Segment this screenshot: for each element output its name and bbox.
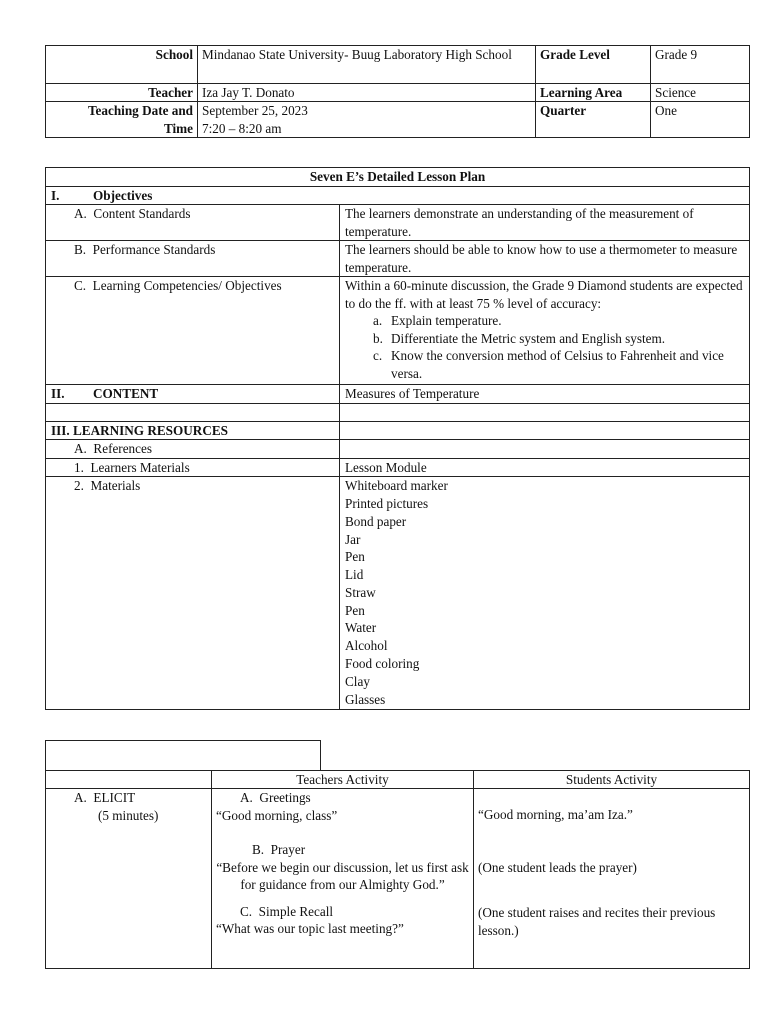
content-value: Measures of Temperature: [340, 385, 750, 403]
phase-duration: (5 minutes): [98, 807, 159, 823]
teaching-date: September 25, 2023: [202, 103, 308, 119]
content-standards-label: A. Content Standards: [46, 205, 340, 241]
table-row: [46, 403, 750, 421]
list-item: [345, 347, 744, 382]
list-item: Whiteboard marker: [345, 478, 448, 494]
school-value: Mindanao State University- Buug Laboratory High School: [198, 46, 536, 84]
activities-table: [45, 770, 750, 969]
materials-list: [340, 477, 750, 710]
table-row: [46, 46, 750, 84]
greetings-student-text: “Good morning, ma’am Iza.”: [478, 807, 633, 823]
empty-cell: [340, 421, 750, 439]
performance-standards-value: The learners should be able to know how to use a thermometer to measure temperature.: [340, 241, 750, 277]
prayer-student-text: (One student leads the prayer): [478, 859, 637, 875]
list-item-letter: a.: [373, 313, 383, 329]
teacher-activity-cell: [212, 789, 474, 969]
teaching-date-value: [198, 102, 536, 138]
table-row: [46, 421, 750, 439]
recall-teacher-text: “What was our topic last meeting?”: [216, 920, 404, 936]
objectives-label: Objectives: [93, 188, 153, 203]
students-activity-header: Students Activity: [474, 771, 750, 789]
teachers-activity-header: Teachers Activity: [212, 771, 474, 789]
list-item-text: Differentiate the Metric system and English system.: [391, 330, 666, 346]
table-row: [46, 205, 750, 241]
grade-level-label: Grade Level: [536, 46, 651, 84]
table-row: [46, 458, 750, 476]
empty-cell: [46, 771, 212, 789]
table-row: [46, 168, 750, 187]
competencies-value: [340, 277, 750, 385]
recall-student-text: (One student raises and recites their previous lesson.): [478, 905, 716, 938]
empty-cell: [46, 403, 340, 421]
references-label: A. References: [46, 440, 340, 458]
competencies-label: C. Learning Competencies/ Objectives: [46, 277, 340, 385]
competencies-intro: Within a 60-minute discussion, the Grade 9 Diamond students are expected to do the ff. with at least 75 % level of accuracy:: [345, 278, 743, 311]
table-row: [46, 771, 750, 789]
performance-standards-label: B. Performance Standards: [46, 241, 340, 277]
prayer-label: B. Prayer: [252, 842, 306, 858]
content-heading: [46, 385, 340, 403]
list-item: Straw: [345, 584, 376, 600]
table-row: [46, 385, 750, 403]
table-row: [46, 440, 750, 458]
resources-heading: III. LEARNING RESOURCES: [46, 421, 340, 439]
teaching-date-label: [46, 102, 198, 138]
grade-level-value: Grade 9: [651, 46, 750, 84]
content-standards-value: The learners demonstrate an understanding of the measurement of temperature.: [340, 205, 750, 241]
table-row: [46, 187, 750, 205]
list-item: Pen: [345, 602, 365, 618]
list-item: [345, 330, 744, 347]
teaching-date-label-line1: Teaching Date and: [87, 103, 193, 119]
table-row: [46, 241, 750, 277]
phase-cell: [46, 789, 212, 969]
recall-label: C. Simple Recall: [240, 903, 334, 919]
list-item: Water: [345, 620, 377, 636]
lesson-plan-table: [45, 167, 750, 710]
materials-label: 2. Materials: [46, 477, 340, 710]
competencies-list: [345, 312, 744, 382]
table-row: [46, 277, 750, 385]
list-item: Lid: [345, 567, 364, 583]
school-label: School: [46, 46, 198, 84]
learning-area-value: Science: [651, 84, 750, 102]
list-item: Pen: [345, 549, 365, 565]
content-number: II.: [51, 386, 65, 402]
plan-title: Seven E’s Detailed Lesson Plan: [46, 168, 750, 187]
list-item: Printed pictures: [345, 495, 429, 511]
greetings-teacher-text: “Good morning, class”: [216, 807, 338, 823]
prayer-teacher-text: “Before we begin our discussion, let us first ask for guidance from our Almighty God.”: [216, 859, 469, 893]
table-row: [46, 102, 750, 138]
teacher-label: Teacher: [46, 84, 198, 102]
teaching-date-label-line2: Time: [163, 120, 193, 136]
materials-items: [345, 477, 744, 708]
blank-header-box: [45, 740, 321, 770]
student-activity-cell: [474, 789, 750, 969]
learning-area-label: Learning Area: [536, 84, 651, 102]
list-item: Glasses: [345, 691, 386, 707]
learners-materials-value: Lesson Module: [340, 458, 750, 476]
teaching-time: 7:20 – 8:20 am: [202, 120, 282, 136]
list-item: Alcohol: [345, 638, 388, 654]
list-item-letter: c.: [373, 348, 383, 364]
teacher-value: Iza Jay T. Donato: [198, 84, 536, 102]
table-row: [46, 477, 750, 710]
list-item: Clay: [345, 673, 370, 689]
empty-cell: [340, 403, 750, 421]
greetings-label: A. Greetings: [240, 790, 311, 806]
quarter-value: One: [651, 102, 750, 138]
list-item: [345, 312, 744, 329]
table-row: [46, 789, 750, 969]
phase-label: A. ELICIT: [74, 790, 136, 806]
table-row: [46, 84, 750, 102]
list-item: Jar: [345, 531, 361, 547]
header-info-table: [45, 45, 750, 138]
list-item: Bond paper: [345, 513, 407, 529]
learners-materials-label: 1. Learners Materials: [46, 458, 340, 476]
list-item-text: Explain temperature.: [391, 313, 502, 329]
empty-cell: [340, 440, 750, 458]
list-item: Food coloring: [345, 656, 420, 672]
objectives-heading: [46, 187, 750, 205]
quarter-label: Quarter: [536, 102, 651, 138]
content-label: CONTENT: [93, 386, 159, 402]
list-item-letter: b.: [373, 330, 383, 346]
list-item-text: Know the conversion method of Celsius to Fahrenheit and vice versa.: [391, 348, 724, 381]
objectives-number: I.: [51, 188, 60, 203]
